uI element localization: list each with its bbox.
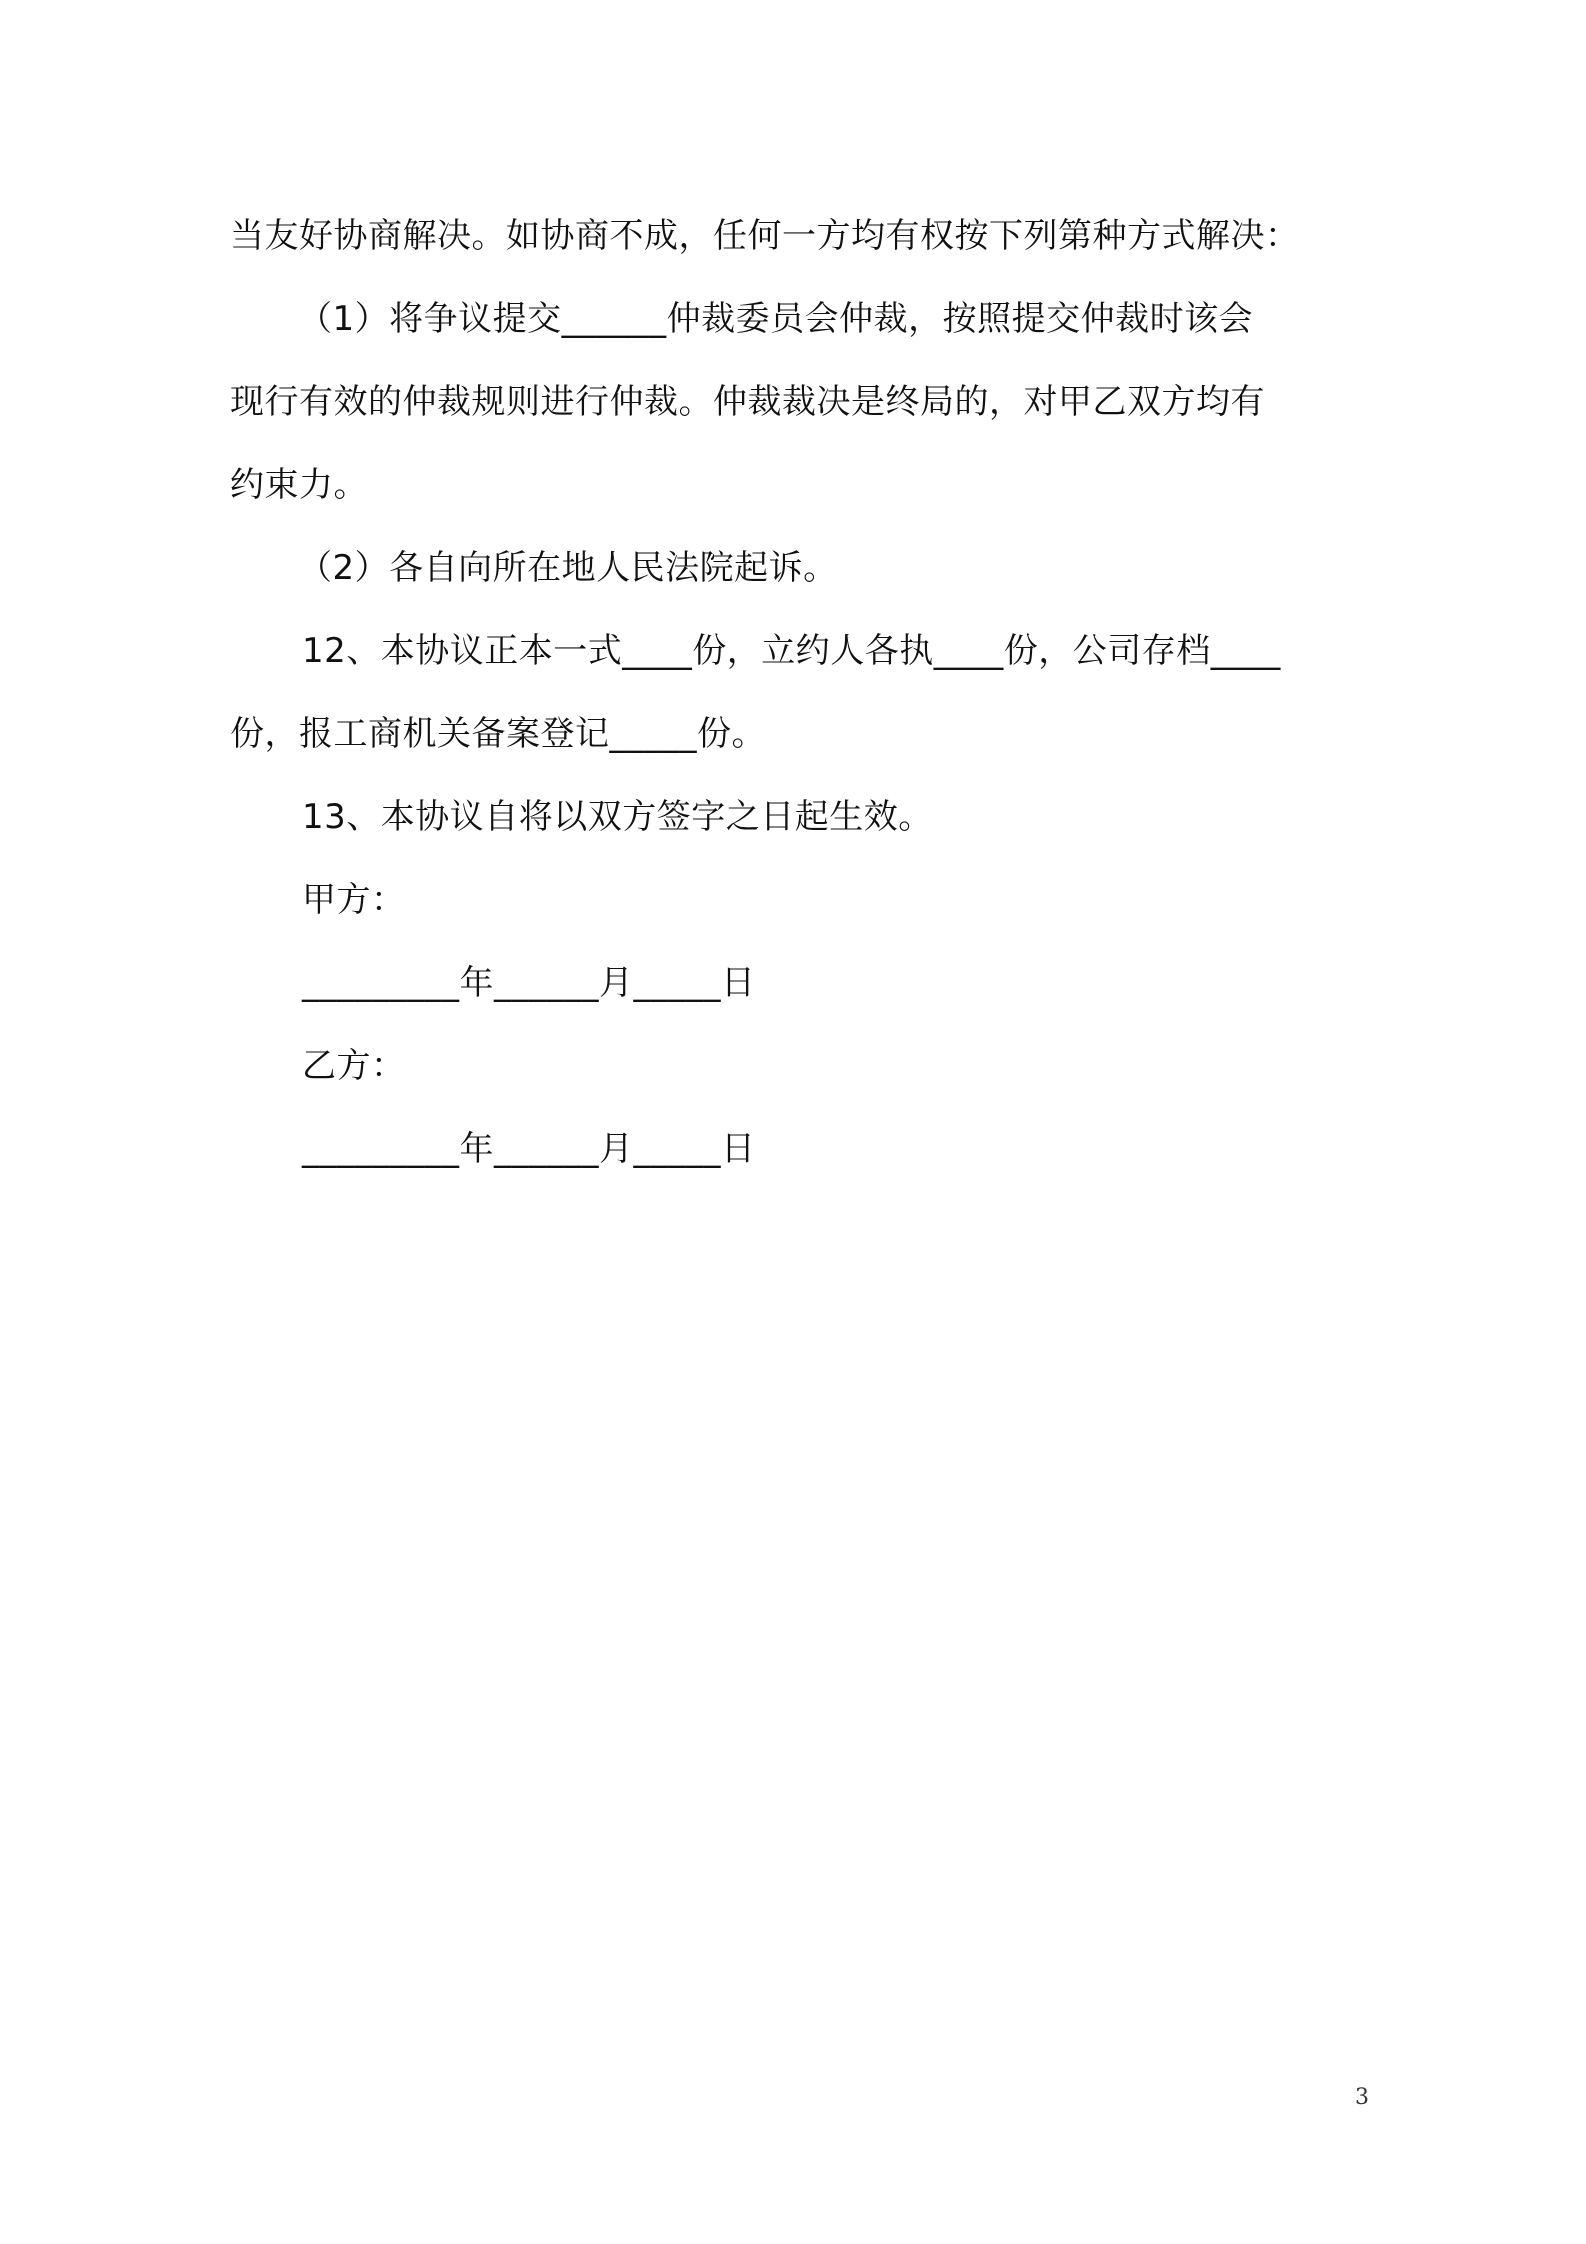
paragraph-line-arbitration-option: （1）将争议提交______仲裁委员会仲裁，按照提交仲裁时该会 xyxy=(298,299,1254,339)
party-a-label: 甲方： xyxy=(302,880,406,920)
party-b-date-line: _________年______月_____日 xyxy=(302,1129,756,1169)
clause-13-effective: 13、本协议自将以双方签字之日起生效。 xyxy=(302,797,933,837)
party-b-label: 乙方： xyxy=(302,1046,406,1086)
paragraph-line-court-option: （2）各自向所在地人民法院起诉。 xyxy=(298,548,838,588)
paragraph-line-dispute-resolution: 当友好协商解决。如协商不成，任何一方均有权按下列第种方式解决： xyxy=(230,216,1300,256)
clause-12-copies: 12、本协议正本一式____份，立约人各执____份，公司存档____ xyxy=(302,631,1281,671)
clause-12-filing: 份，报工商机关备案登记_____份。 xyxy=(230,714,766,754)
party-a-date-line: _________年______月_____日 xyxy=(302,963,756,1003)
page-number: 3 xyxy=(1355,2085,1369,2110)
paragraph-line-arbitration-rules: 现行有效的仲裁规则进行仲裁。仲裁裁决是终局的，对甲乙双方均有 xyxy=(230,382,1265,422)
paragraph-line-binding: 约束力。 xyxy=(230,465,368,505)
document-body xyxy=(230,195,1380,1191)
